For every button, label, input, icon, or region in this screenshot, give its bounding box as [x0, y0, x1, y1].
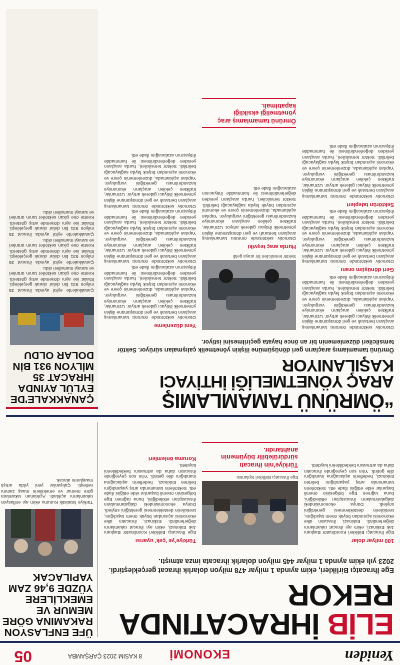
- story2-deck: Ömrünü tamamlamış araçların geri dönüşümüne ilişkin yönetmelik çalışmaları sürüyor. Sektör temsilcileri düzenlemenin bir an önce hayata geçirilmesini istiyor.: [117, 337, 394, 353]
- story1-subhead-2: Türkiye'ye 'çek' uyarısı: [135, 537, 196, 543]
- story4: [6, 9, 98, 409]
- section-divider: [6, 415, 394, 417]
- story1-subhead-1: 100 milyar dolar: [351, 537, 394, 543]
- story3-photo: [5, 509, 93, 567]
- story1-photo: [202, 481, 298, 545]
- newspaper-logo: Yeniden: [344, 647, 394, 663]
- story2-body-text-2: Otomotiv sektöründe ömrünü tamamlamış araçların bertarafı ve geri dönüşümüne ilişkin yönetmelik ihtiyacı giderek artıyor. Uzmanlar, trafikten çekilen araçların ekonomiye kazandırılması gerektiğini vurguluyor. Yapılan açıklamada, düzenlemenin çevre ve ekonomi açısından büyük fayda sağlayacağı belirtildi. Sektör temsilcileri, hurda araçların yeniden değerlendirilmesi ile hammadde ihtiyacının azalacağını ifade etti.: [302, 209, 394, 265]
- story1-pull-quote: Türkiye'nin ihracatı sürdürülebilir büyümenin anahtarıdır.: [202, 442, 298, 472]
- story2-subhead-1: Geri dönüşüm oranı: [340, 266, 394, 273]
- story2-col3: [104, 10, 196, 330]
- story1-body-col1: [304, 425, 394, 545]
- story1-headline: [104, 578, 394, 640]
- story1-headline-prefix: ELİB: [327, 607, 394, 640]
- story1-headline-line2: REKOR: [288, 578, 394, 612]
- story2-subhead-4: Yeni düzenleme: [154, 322, 196, 328]
- story1-headline-line1: İHRACATINDA: [119, 607, 320, 640]
- story2-photo: [202, 260, 296, 330]
- story2-body-text-3: Otomotiv sektöründe ömrünü tamamlamış araçların bertarafı ve geri dönüşümüne ilişkin yönetmelik ihtiyacı giderek artıyor. Uzmanlar, trafikten çekilen araçların ekonomiye kazandırılması gerektiğini vurguluyor. Yapılan açıklamada, düzenlemenin çevre ve ekonomi açısından büyük fayda sağlayacağı belirtildi. Sektör temsilcileri, hurda araçların yeniden değerlendirilmesi ile hammadde ihtiyacının azalacağını ifade etti.: [302, 143, 394, 199]
- story2-subhead-3: Hurda araç teşviki: [247, 242, 296, 249]
- story2-kicker: “ÖMRÜNÜ TAMAMLAMIŞ: [162, 389, 394, 411]
- story4-body-text-1: Çanakkale'de eylül ayında ihracat 35 milyon 931 bin dolar olarak gerçekleşti. İthalat ise aynı dönemde artış gösterdi. Kentte öne çıkan sektörler tarım ürünleri ve sanayi mamulleri oldu.: [9, 265, 94, 293]
- story2-subhead-2: Sektörün talepleri: [346, 200, 394, 207]
- section-label: EKONOMİ: [169, 647, 230, 661]
- story2-pull-quote: Ömrünü tamamlamış araç yönetmeliği eksikliği kapatılmalı.: [202, 98, 296, 128]
- meeting-photo-icon: [202, 481, 298, 545]
- story2-body-text-1: Otomotiv sektöründe ömrünü tamamlamış araçların bertarafı ve geri dönüşümüne ilişkin yönetmelik ihtiyacı giderek artıyor. Uzmanlar, trafikten çekilen araçların ekonomiye kazandırılması gerektiğini vurguluyor. Yapılan açıklamada, düzenlemenin çevre ve ekonomi açısından büyük fayda sağlayacağı belirtildi. Sektör temsilcileri, hurda araçların yeniden değerlendirilmesi ile hammadde ihtiyacının azalacağını ifade etti.: [302, 274, 394, 330]
- story2-headline-line1: ARAÇ YÖNETMELİĞİ İHTİYACI: [159, 372, 394, 391]
- issue-date: 8 KASIM 2023 ÇARŞAMBA: [67, 652, 142, 658]
- story2-headline-line2: KAŞILANIYOR: [282, 355, 394, 375]
- story1-photo-caption: Ege İhracatçı Birlikleri toplantısı: [236, 475, 298, 480]
- masthead: [0, 641, 400, 665]
- story2-headline-block: [104, 337, 394, 409]
- story1-photo-block: [202, 442, 298, 545]
- story2-photo-caption: Sektör temsilcileri bir araya geldi: [232, 254, 296, 259]
- story2-photo-block: [202, 98, 296, 330]
- story2-col1: [302, 10, 394, 330]
- story3-body: Türkiye İstatistik Kurumu ekim ayı enflasyon rakamlarını açıkladı. Açıklanan rakamlara göre memur ve emeklilerin maaş zammı netleşti. Çalışanlar yeni yılda artışlı maaşlarını alacak.: [1, 477, 93, 505]
- car-photo-icon: [202, 260, 296, 330]
- page-number: 05: [14, 647, 32, 664]
- story1-subhead-3: Koruma önlemleri: [148, 454, 196, 461]
- story4-headline: ÇANAKKALE'DE EYLÜL AYINDA İHRACAT 35 MİLYON 931 BİN DOLAR OLDU: [10, 349, 94, 405]
- story2-body-text-5: Otomotiv sektöründe ömrünü tamamlamış araçların bertarafı ve geri dönüşümüne ilişkin yönetmelik ihtiyacı giderek artıyor. Uzmanlar, trafikten çekilen araçların ekonomiye kazandırılması gerektiğini vurguluyor. Yapılan açıklamada, düzenlemenin çevre ve ekonomi açısından büyük fayda sağlayacağı belirtildi. Sektör temsilcileri, hurda araçların yeniden değerlendirilmesi ile hammadde ihtiyacının azalacağını ifade etti.: [104, 265, 196, 321]
- story2-col2: [202, 131, 296, 251]
- story2-body-text-4: Otomotiv sektöründe ömrünü tamamlamış araçların bertarafı ve geri dönüşümüne ilişkin yönetmelik ihtiyacı giderek artıyor. Uzmanlar, trafikten çekilen araçların ekonomiye kazandırılması gerektiğini vurguluyor. Yapılan açıklamada, düzenlemenin çevre ve ekonomi açısından büyük fayda sağlayacağı belirtildi. Sektör temsilcileri, hurda araçların yeniden değerlendirilmesi ile hammadde ihtiyacının azalacağını ifade etti.: [202, 185, 296, 242]
- story1-deck: Ege İhracatçı Birlikleri, ekim ayında 1 milyar 478 milyon dolarlık ihracat gerçekleştirdi. 2023 yılı ekim ayında 1 milyar 445 milyon dolarlık ihracata imza atmıştı.: [108, 557, 394, 573]
- story4-body-text-3: Çanakkale'de eylül ayında ihracat 35 milyon 931 bin dolar olarak gerçekleşti. İthalat ise aynı dönemde artış gösterdi. Kentte öne çıkan sektörler tarım ürünleri ve sanayi mamulleri oldu.: [9, 209, 94, 238]
- story3: [1, 422, 98, 637]
- story2-kicker-text: ÖMRÜNÜ TAMAMLAMIŞ: [162, 389, 385, 411]
- story1-body-col3: [104, 425, 196, 545]
- story4-body: [9, 0, 94, 293]
- people-photo-icon: [5, 509, 93, 567]
- story1-body-text-2: Ege İhracatçı Birlikleri Koordinatör Başkanı Jak Eskinazi, ekim ayı ihracat rakamlarını değerlendirdi. Eskinazi, ihracatın ülke ekonomisi açısından büyük önem taşıdığını, üreticilerin desteklenmesi gerektiğini söyledi. Dünya ekonomisindeki dalgalanmaların ihracatçıları etkilediğini, buna rağmen Ege bölgesinin önemli başarılar elde ettiğini ifade etti. Sektörlerin tamamında artış yaşandığını belirten Eskinazi, hedeflerin aşılacağına inandığını dile getirdi. Yılın son çeyreğinde ihracatın daha da artmasını beklediklerini kaydetti.: [104, 463, 196, 536]
- story1-body-text: Ege İhracatçı Birlikleri Koordinatör Başkanı Jak Eskinazi, ekim ayı ihracat rakamlarını değerlendirdi. Eskinazi, ihracatın ülke ekonomisi açısından büyük önem taşıdığını, üreticilerin desteklenmesi gerektiğini söyledi. Dünya ekonomisindeki dalgalanmaların ihracatçıları etkilediğini, buna rağmen Ege bölgesinin önemli başarılar elde ettiğini ifade etti. Sektörlerin tamamında artış yaşandığını belirten Eskinazi, hedeflerin aşılacağına inandığını dile getirdi. Yılın son çeyreğinde ihracatın daha da artmasını beklediklerini kaydetti.: [304, 463, 394, 536]
- story2-body-text-6: Otomotiv sektöründe ömrünü tamamlamış araçların bertarafı ve geri dönüşümüne ilişkin yönetmelik ihtiyacı giderek artıyor. Uzmanlar, trafikten çekilen araçların ekonomiye kazandırılması gerektiğini vurguluyor. Yapılan açıklamada, düzenlemenin çevre ve ekonomi açısından büyük fayda sağlayacağı belirtildi. Sektör temsilcileri, hurda araçların yeniden değerlendirilmesi ile hammadde ihtiyacının azalacağını ifade etti.: [104, 209, 196, 265]
- port-photo-icon: [10, 297, 94, 345]
- story3-headline: ÜFE ENFLASYON RAKAMINA GÖRE MEMUR VE EMEKLİLERE YÜZDE 9,46 ZAM YAPILACAK: [2, 571, 93, 638]
- story4-body-text-2: Çanakkale'de eylül ayında ihracat 35 milyon 931 bin dolar olarak gerçekleşti. İthalat ise aynı dönemde artış gösterdi. Kentte öne çıkan sektörler tarım ürünleri ve sanayi mamulleri oldu.: [9, 237, 94, 266]
- story4-photo: [10, 297, 94, 345]
- story2-body-text-7: Otomotiv sektöründe ömrünü tamamlamış araçların bertarafı ve geri dönüşümüne ilişkin yönetmelik ihtiyacı giderek artıyor. Uzmanlar, trafikten çekilen araçların ekonomiye kazandırılması gerektiğini vurguluyor. Yapılan açıklamada, düzenlemenin çevre ve ekonomi açısından büyük fayda sağlayacağı belirtildi. Sektör temsilcileri, hurda araçların yeniden değerlendirilmesi ile hammadde ihtiyacının azalacağını ifade etti.: [104, 153, 196, 209]
